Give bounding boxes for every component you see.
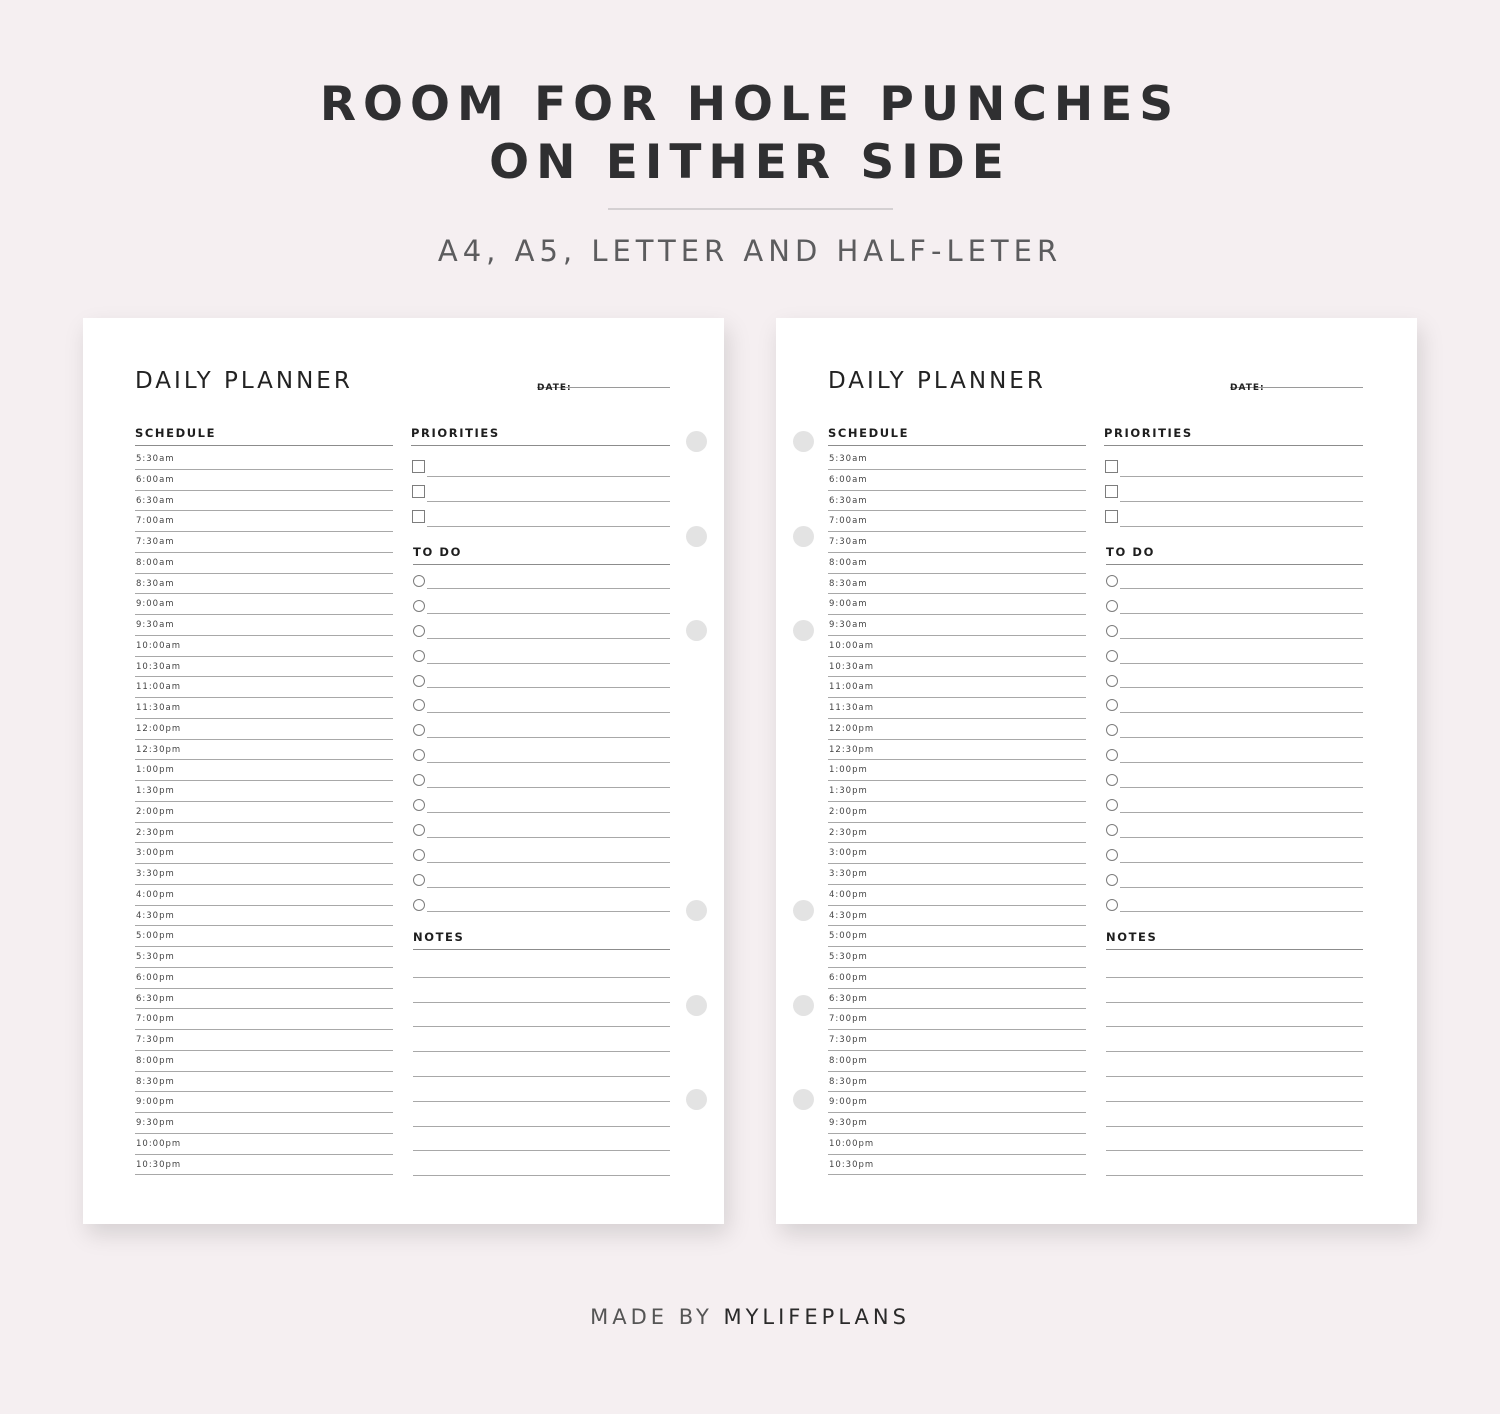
circle-checkbox-icon[interactable] xyxy=(1106,799,1118,811)
todo-row xyxy=(411,664,670,689)
circle-checkbox-icon[interactable] xyxy=(1106,874,1118,886)
schedule-slot: 7:00pm xyxy=(828,1009,1086,1030)
punch-hole-icon xyxy=(793,526,814,547)
checkbox-icon[interactable] xyxy=(1105,485,1118,498)
schedule-slot: 9:00am xyxy=(828,594,1086,615)
schedule-slot: 9:30pm xyxy=(828,1113,1086,1134)
circle-checkbox-icon[interactable] xyxy=(413,849,425,861)
note-line xyxy=(413,1127,670,1152)
schedule-slot: 11:30am xyxy=(135,698,393,719)
priority-row xyxy=(1104,502,1363,527)
schedule-slot: 9:30am xyxy=(828,615,1086,636)
schedule-slot: 4:00pm xyxy=(135,885,393,906)
note-line xyxy=(413,1077,670,1102)
headline-divider xyxy=(608,208,893,210)
schedule-slot: 6:00am xyxy=(135,470,393,491)
circle-checkbox-icon[interactable] xyxy=(413,899,425,911)
note-line xyxy=(413,978,670,1003)
schedule-slot: 3:00pm xyxy=(828,843,1086,864)
schedule-slot: 8:00pm xyxy=(135,1051,393,1072)
schedule-slot: 10:30am xyxy=(135,657,393,678)
checkbox-icon[interactable] xyxy=(1105,460,1118,473)
todo-row xyxy=(1104,863,1363,888)
todo-row xyxy=(411,863,670,888)
schedule-slot: 1:00pm xyxy=(828,760,1086,781)
priority-line xyxy=(1120,526,1363,527)
notes-heading: NOTES xyxy=(1106,930,1363,950)
note-line xyxy=(413,1027,670,1052)
schedule-slot: 9:30pm xyxy=(135,1113,393,1134)
todo-row xyxy=(1104,639,1363,664)
punch-hole-icon xyxy=(793,1089,814,1110)
punch-hole-icon xyxy=(686,526,707,547)
note-line xyxy=(413,1003,670,1028)
punch-hole-icon xyxy=(686,1089,707,1110)
priorities-list xyxy=(411,452,670,527)
punch-hole-icon xyxy=(793,995,814,1016)
schedule-slot: 5:30am xyxy=(135,449,393,470)
todo-row xyxy=(411,614,670,639)
todo-row xyxy=(1104,564,1363,589)
schedule-slot: 10:00am xyxy=(135,636,393,657)
todo-row xyxy=(411,838,670,863)
punch-hole-icon xyxy=(686,431,707,452)
note-line xyxy=(1106,953,1363,978)
todo-row xyxy=(411,763,670,788)
todo-row xyxy=(411,589,670,614)
circle-checkbox-icon[interactable] xyxy=(1106,774,1118,786)
headline-line-1: ROOM FOR HOLE PUNCHES xyxy=(319,77,1181,132)
notes-heading: NOTES xyxy=(413,930,670,950)
schedule-slot: 6:00pm xyxy=(135,968,393,989)
schedule-list xyxy=(828,449,1086,1175)
schedule-slot: 6:30am xyxy=(135,491,393,512)
priority-row xyxy=(411,502,670,527)
circle-checkbox-icon[interactable] xyxy=(413,824,425,836)
schedule-slot: 8:30pm xyxy=(135,1072,393,1093)
footer-prefix: MADE BY xyxy=(590,1305,724,1329)
priorities-list xyxy=(1104,452,1363,527)
circle-checkbox-icon[interactable] xyxy=(413,874,425,886)
circle-checkbox-icon[interactable] xyxy=(1106,824,1118,836)
todo-row xyxy=(1104,713,1363,738)
priority-row xyxy=(1104,477,1363,502)
todo-list xyxy=(411,564,670,912)
schedule-slot: 12:30pm xyxy=(135,740,393,761)
schedule-slot: 8:00am xyxy=(135,553,393,574)
note-line xyxy=(1106,1102,1363,1127)
todo-row xyxy=(411,788,670,813)
todo-row xyxy=(411,639,670,664)
schedule-slot: 9:00pm xyxy=(828,1092,1086,1113)
schedule-slot: 7:30pm xyxy=(828,1030,1086,1051)
note-line xyxy=(1106,1151,1363,1176)
schedule-slot: 5:30pm xyxy=(828,947,1086,968)
schedule-slot: 1:00pm xyxy=(135,760,393,781)
schedule-slot: 1:30pm xyxy=(828,781,1086,802)
circle-checkbox-icon[interactable] xyxy=(413,600,425,612)
todo-row xyxy=(1104,688,1363,713)
schedule-list xyxy=(135,449,393,1175)
schedule-slot: 8:00am xyxy=(828,553,1086,574)
schedule-heading: SCHEDULE xyxy=(135,426,393,446)
schedule-slot: 7:30am xyxy=(828,532,1086,553)
schedule-slot: 5:00pm xyxy=(135,926,393,947)
punch-hole-icon xyxy=(793,620,814,641)
date-field xyxy=(537,375,670,393)
date-label: DATE: xyxy=(1230,383,1265,393)
circle-checkbox-icon[interactable] xyxy=(413,774,425,786)
todo-line xyxy=(1120,911,1363,912)
circle-checkbox-icon[interactable] xyxy=(1106,650,1118,662)
todo-row xyxy=(411,738,670,763)
schedule-slot: 11:00am xyxy=(828,677,1086,698)
todo-row xyxy=(411,813,670,838)
schedule-slot: 8:30am xyxy=(828,574,1086,595)
schedule-slot: 10:00pm xyxy=(135,1134,393,1155)
schedule-slot: 6:30am xyxy=(828,491,1086,512)
schedule-slot: 7:30am xyxy=(135,532,393,553)
schedule-slot: 12:30pm xyxy=(828,740,1086,761)
schedule-slot: 4:30pm xyxy=(828,906,1086,927)
checkbox-icon[interactable] xyxy=(1105,510,1118,523)
schedule-slot: 7:30pm xyxy=(135,1030,393,1051)
schedule-slot: 11:00am xyxy=(135,677,393,698)
schedule-slot: 12:00pm xyxy=(135,719,393,740)
todo-row xyxy=(1104,838,1363,863)
schedule-slot: 12:00pm xyxy=(828,719,1086,740)
schedule-slot: 6:30pm xyxy=(828,989,1086,1010)
schedule-slot: 7:00am xyxy=(828,511,1086,532)
todo-row xyxy=(1104,614,1363,639)
priority-row xyxy=(411,477,670,502)
note-line xyxy=(1106,1127,1363,1152)
note-line xyxy=(413,1102,670,1127)
notes-lines xyxy=(1106,953,1363,1176)
circle-checkbox-icon[interactable] xyxy=(1106,699,1118,711)
todo-row xyxy=(411,688,670,713)
note-line xyxy=(1106,1052,1363,1077)
priorities-heading: PRIORITIES xyxy=(411,426,670,446)
footer-credit xyxy=(0,1305,1500,1329)
sizes-subtitle: A4, A5, LETTER AND HALF-LETER xyxy=(437,234,1063,268)
schedule-slot: 6:30pm xyxy=(135,989,393,1010)
schedule-slot: 2:00pm xyxy=(135,802,393,823)
schedule-slot: 7:00pm xyxy=(135,1009,393,1030)
todo-row xyxy=(411,564,670,589)
circle-checkbox-icon[interactable] xyxy=(413,699,425,711)
schedule-slot: 5:30am xyxy=(828,449,1086,470)
schedule-slot: 3:30pm xyxy=(828,864,1086,885)
circle-checkbox-icon[interactable] xyxy=(1106,724,1118,736)
circle-checkbox-icon[interactable] xyxy=(1106,849,1118,861)
todo-row xyxy=(1104,888,1363,913)
todo-row xyxy=(1104,664,1363,689)
todo-row xyxy=(411,713,670,738)
punch-hole-icon xyxy=(686,620,707,641)
priorities-heading: PRIORITIES xyxy=(1104,426,1363,446)
schedule-slot: 6:00am xyxy=(828,470,1086,491)
todo-row xyxy=(1104,763,1363,788)
schedule-slot: 10:30pm xyxy=(828,1155,1086,1176)
todo-row xyxy=(411,888,670,913)
schedule-slot: 7:00am xyxy=(135,511,393,532)
note-line xyxy=(1106,1003,1363,1028)
checkbox-icon[interactable] xyxy=(412,460,425,473)
schedule-slot: 9:00am xyxy=(135,594,393,615)
circle-checkbox-icon[interactable] xyxy=(1106,899,1118,911)
circle-checkbox-icon[interactable] xyxy=(1106,625,1118,637)
schedule-slot: 2:30pm xyxy=(828,823,1086,844)
planner-page-right xyxy=(776,318,1417,1224)
circle-checkbox-icon[interactable] xyxy=(413,575,425,587)
circle-checkbox-icon[interactable] xyxy=(1106,575,1118,587)
schedule-slot: 8:30am xyxy=(135,574,393,595)
date-label: DATE: xyxy=(537,383,572,393)
punch-hole-icon xyxy=(686,900,707,921)
circle-checkbox-icon[interactable] xyxy=(413,749,425,761)
priority-line xyxy=(427,526,670,527)
todo-row xyxy=(1104,738,1363,763)
notes-lines xyxy=(413,953,670,1176)
note-line xyxy=(413,953,670,978)
schedule-slot: 10:30pm xyxy=(135,1155,393,1176)
schedule-slot: 5:30pm xyxy=(135,947,393,968)
schedule-slot: 9:30am xyxy=(135,615,393,636)
checkbox-icon[interactable] xyxy=(412,510,425,523)
circle-checkbox-icon[interactable] xyxy=(413,625,425,637)
circle-checkbox-icon[interactable] xyxy=(413,799,425,811)
schedule-slot: 5:00pm xyxy=(828,926,1086,947)
schedule-slot: 6:00pm xyxy=(828,968,1086,989)
schedule-slot: 10:00pm xyxy=(828,1134,1086,1155)
priority-row xyxy=(411,452,670,477)
headline-line-2: ON EITHER SIDE xyxy=(489,135,1011,190)
todo-row xyxy=(1104,813,1363,838)
todo-heading: TO DO xyxy=(413,545,670,565)
schedule-slot: 3:30pm xyxy=(135,864,393,885)
schedule-slot: 8:30pm xyxy=(828,1072,1086,1093)
todo-row xyxy=(1104,788,1363,813)
schedule-slot: 3:00pm xyxy=(135,843,393,864)
circle-checkbox-icon[interactable] xyxy=(1106,675,1118,687)
schedule-slot: 2:00pm xyxy=(828,802,1086,823)
planner-page-left xyxy=(83,318,724,1224)
planner-title: DAILY PLANNER xyxy=(828,368,1046,394)
circle-checkbox-icon[interactable] xyxy=(413,650,425,662)
circle-checkbox-icon[interactable] xyxy=(1106,749,1118,761)
note-line xyxy=(413,1052,670,1077)
schedule-slot: 1:30pm xyxy=(135,781,393,802)
footer-brand: MYLIFEPLANS xyxy=(723,1305,910,1329)
date-field xyxy=(1230,375,1363,393)
schedule-slot: 10:30am xyxy=(828,657,1086,678)
note-line xyxy=(413,1151,670,1176)
todo-list xyxy=(1104,564,1363,912)
schedule-slot: 8:00pm xyxy=(828,1051,1086,1072)
schedule-slot: 2:30pm xyxy=(135,823,393,844)
note-line xyxy=(1106,978,1363,1003)
note-line xyxy=(1106,1027,1363,1052)
todo-heading: TO DO xyxy=(1106,545,1363,565)
circle-checkbox-icon[interactable] xyxy=(413,724,425,736)
todo-row xyxy=(1104,589,1363,614)
circle-checkbox-icon[interactable] xyxy=(413,675,425,687)
circle-checkbox-icon[interactable] xyxy=(1106,600,1118,612)
schedule-slot: 4:00pm xyxy=(828,885,1086,906)
todo-line xyxy=(427,911,670,912)
planner-title: DAILY PLANNER xyxy=(135,368,353,394)
priority-row xyxy=(1104,452,1363,477)
checkbox-icon[interactable] xyxy=(412,485,425,498)
note-line xyxy=(1106,1077,1363,1102)
schedule-slot: 9:00pm xyxy=(135,1092,393,1113)
punch-hole-icon xyxy=(686,995,707,1016)
punch-hole-icon xyxy=(793,431,814,452)
schedule-slot: 4:30pm xyxy=(135,906,393,927)
schedule-heading: SCHEDULE xyxy=(828,426,1086,446)
punch-hole-icon xyxy=(793,900,814,921)
headline xyxy=(0,76,1500,192)
schedule-slot: 11:30am xyxy=(828,698,1086,719)
schedule-slot: 10:00am xyxy=(828,636,1086,657)
